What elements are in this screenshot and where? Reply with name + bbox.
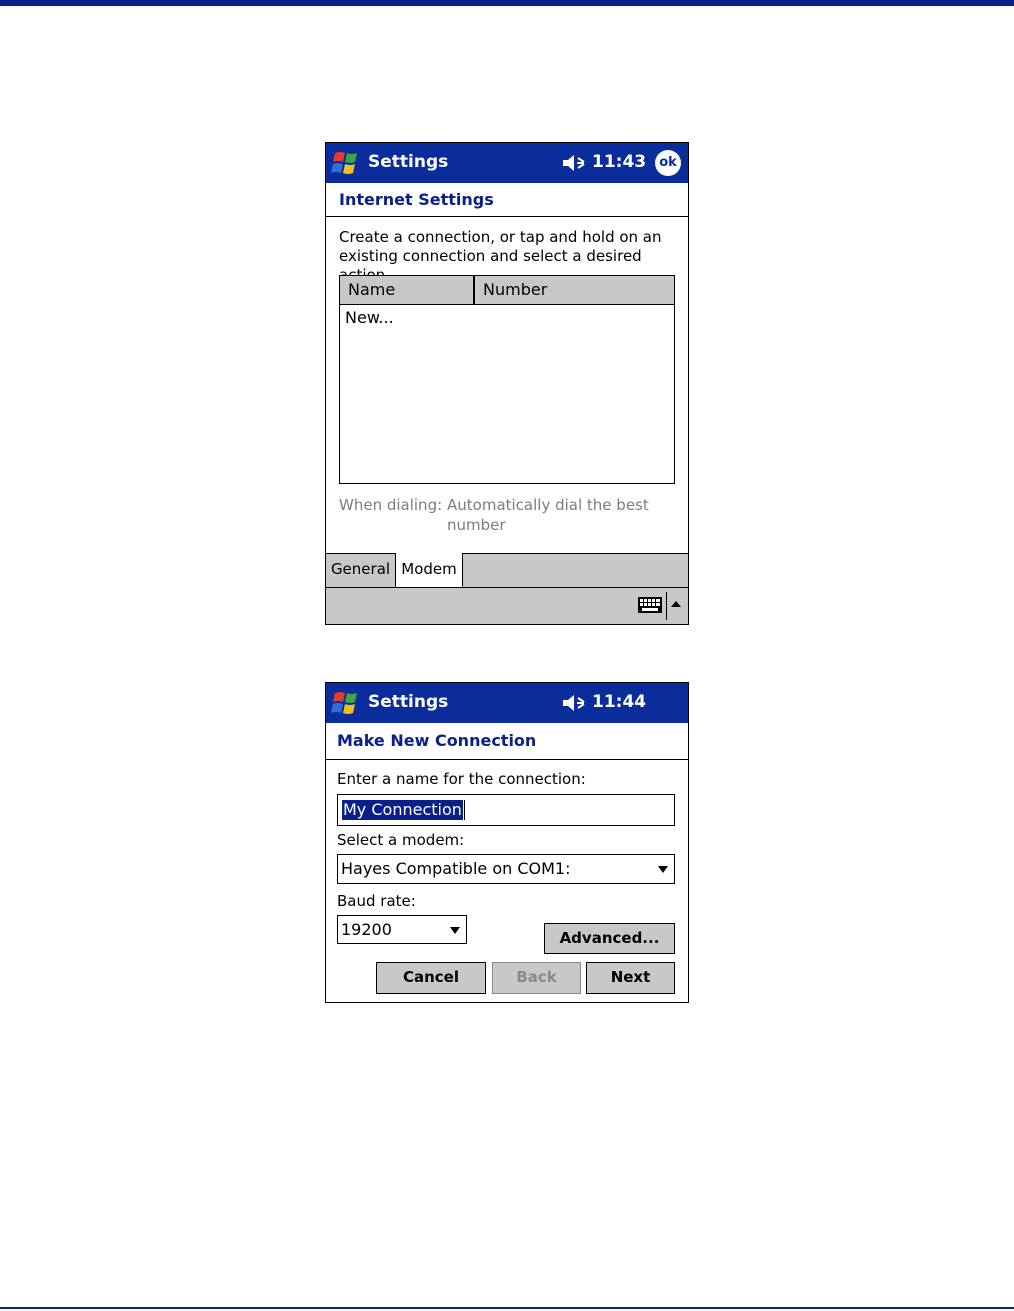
title-bar [326, 143, 688, 183]
tab-general[interactable]: General [326, 553, 396, 587]
instructions-line: Create a connection, or tap and hold on an [339, 228, 662, 246]
modem-label: Select a modem: [337, 831, 465, 849]
when-dialing-label: When dialing: [339, 496, 443, 514]
list-item-new[interactable]: New... [345, 308, 394, 327]
page-heading [326, 183, 688, 217]
instructions-line: existing connection and select a desired [339, 247, 642, 265]
menu-bar [326, 587, 688, 624]
advanced-button[interactable]: Advanced... [544, 923, 675, 954]
title-bar [326, 683, 688, 723]
chevron-down-icon [450, 927, 460, 934]
connections-list[interactable] [339, 275, 675, 484]
internet-settings-screen [325, 142, 689, 625]
keyboard-icon[interactable] [637, 596, 663, 614]
back-button: Back [492, 962, 581, 994]
page-heading [326, 723, 688, 760]
baud-rate-label: Baud rate: [337, 892, 416, 910]
speaker-mute-icon[interactable] [561, 153, 587, 173]
sip-divider [666, 592, 667, 620]
speaker-mute-icon[interactable] [561, 693, 587, 713]
column-header-number[interactable]: Number [475, 276, 674, 305]
clock[interactable]: 11:44 [592, 692, 647, 712]
chevron-down-icon [658, 866, 668, 873]
modem-select-value: Hayes Compatible on COM1: [341, 859, 571, 878]
windows-start-icon[interactable] [330, 149, 362, 179]
tab-modem[interactable]: Modem [396, 553, 463, 587]
connection-name-input[interactable] [337, 794, 675, 826]
when-dialing-value-line: number [447, 516, 506, 534]
tab-bar [326, 553, 688, 587]
sip-arrow-up-icon[interactable] [669, 598, 683, 610]
connection-name-value: My Connection [343, 800, 462, 819]
windows-start-icon[interactable] [330, 689, 362, 719]
page-bottom-rule [0, 1307, 1014, 1309]
make-new-connection-screen [325, 682, 689, 1003]
page-top-rule [0, 0, 1014, 6]
column-header-name[interactable]: Name [340, 276, 475, 305]
when-dialing-value-line: Automatically dial the best [447, 496, 649, 514]
when-dialing-value [447, 495, 649, 535]
baud-rate-select[interactable] [337, 915, 467, 944]
app-title: Settings [368, 692, 449, 712]
page-title: Internet Settings [339, 190, 494, 209]
connection-name-label: Enter a name for the connection: [337, 770, 586, 788]
app-title: Settings [368, 152, 449, 172]
next-button[interactable]: Next [586, 962, 675, 994]
clock[interactable]: 11:43 [592, 152, 647, 172]
text-caret [464, 800, 465, 820]
cancel-button[interactable]: Cancel [376, 962, 486, 994]
baud-rate-value: 19200 [341, 920, 392, 939]
page-title: Make New Connection [337, 731, 537, 750]
modem-select[interactable] [337, 854, 675, 884]
ok-button[interactable]: ok [655, 150, 681, 176]
